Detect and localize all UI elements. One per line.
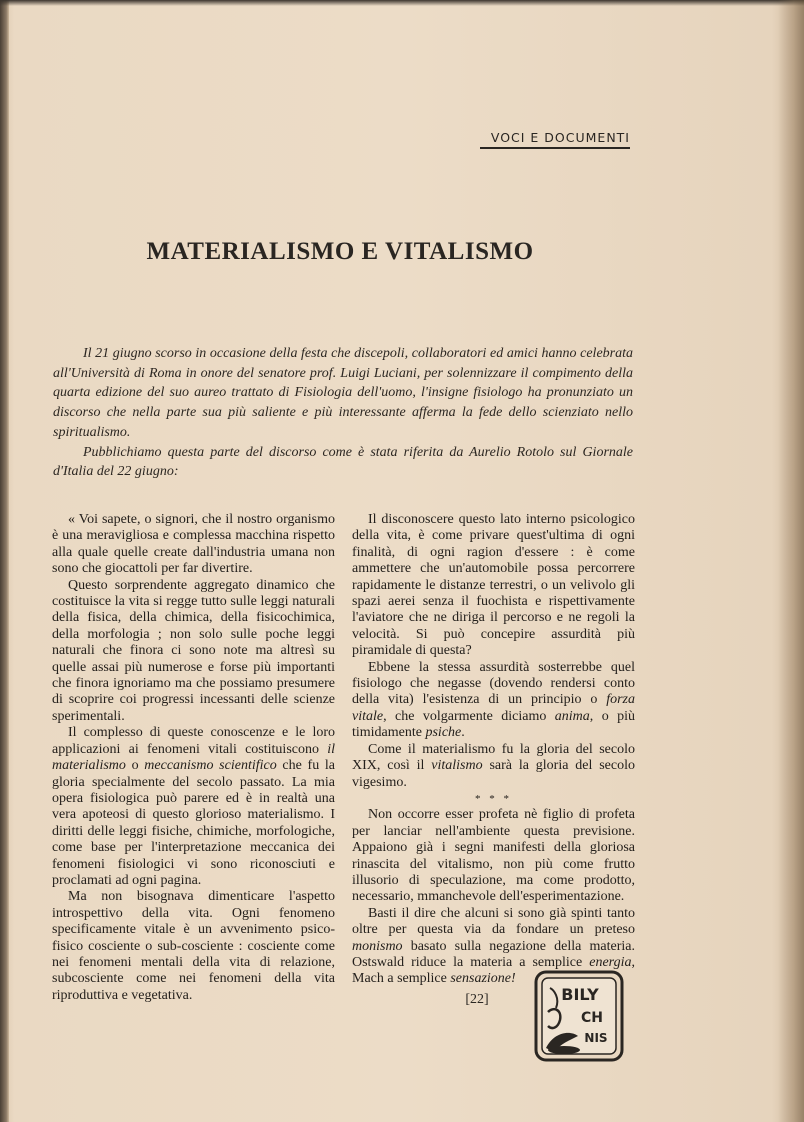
- italic-text-run: anima: [554, 708, 590, 724]
- publisher-logo: [534, 970, 624, 1066]
- text-run: Giornale d'Italia: [53, 444, 633, 480]
- italic-text-run: Pubblichiamo questa parte del discorso come è stata riferita da Aurelio Rotolo sul: [83, 444, 583, 460]
- italic-text-run: , l'insigne fisiologo ha pronunziato un discorso che nella parte sua più saliente e più interessante afferma la fede dello scienziato nello spiritualismo.: [53, 385, 633, 440]
- right-column: [352, 512, 635, 988]
- text-run: Il complesso di queste conoscenze e le loro applicazioni ai fenomeni vitali costituiscono: [52, 725, 335, 757]
- text-run: che fu la gloria specialmente del secolo passato. La mia opera fisiologica può parere ed è in realtà una vera apoteosi di questo glorioso materialismo. I diritti delle leggi fisiche, chimiche, morfologiche, come base per l'interpretazione meccanica dei fenomeni fisiologici vi sono riconosciuti e proclamati ad ogni pagina.: [52, 758, 335, 888]
- italic-text-run: Il 21 giugno scorso in occasione della festa che discepoli, collaboratori ed amici hanno celebrata all'Università di Roma in onore del senatore prof. Luigi Luciani, per solennizzare il compimento della quarta edizione del suo aureo trattato di: [53, 346, 633, 401]
- intro-paragraph: [53, 344, 633, 443]
- left-column: [52, 512, 335, 1004]
- italic-text-run: forza vitale: [352, 692, 635, 724]
- body-paragraph: [52, 725, 335, 889]
- text-run: , che volgarmente diciamo: [383, 708, 555, 724]
- bilychnis-lamp-icon: [534, 970, 624, 1062]
- article-title: MATERIALISMO E VITALISMO: [146, 238, 534, 265]
- intro-block: [53, 344, 633, 482]
- page-number: [22]: [465, 992, 489, 1007]
- text-run: Non occorre esser profeta nè figlio di profeta per lanciar nell'ambiente questa previsione. Appaiono già i segni manifesti della gloriosa rinascita del vitalismo, non più come frutto illusorio di speculazione, ma come prodotto, necessario, mmanchevole dell'esperimentazione.: [352, 807, 635, 905]
- text-run: Basti il dire che alcuni si sono già spinti tanto oltre per questa via da fondare un preteso: [352, 905, 635, 938]
- body-paragraph: [352, 512, 635, 660]
- body-paragraph: [52, 578, 335, 726]
- italic-text-run: monismo: [352, 938, 403, 954]
- italic-text-run: del 22 giugno:: [93, 464, 179, 480]
- italic-text-run: meccanismo scientifico: [144, 758, 277, 774]
- text-run: Ma non bisognava dimenticare l'aspetto introspettivo della vita. Ogni fenomeno specificamente vitale è un avvenimento psico-fisico cosciente o sub-cosciente : cosciente come nei fenomeni mentali della vita di relazione, subcosciente come nei fenomeni della vita riproduttiva e vegetativa.: [52, 889, 335, 1003]
- body-paragraph: [352, 660, 635, 742]
- text-run: Questo sorprendente aggregato dinamico che costituisce la vita si regge tutto sulle leggi naturali della fisica, della chimica, della fisicochimica, della morfologia ; non solo sulle poche leggi naturali che finora ci sono note ma altresì su quelle assai più numerose e forse più importanti che finora ignoriamo ma che possiamo presumere di scoprire coi progressi incessanti delle scienze sperimentali.: [52, 577, 335, 724]
- text-run: , o più timidamente: [352, 708, 636, 741]
- top-edge: [0, 0, 804, 6]
- section-heading: VOCI E DOCUMENTI: [480, 130, 630, 149]
- svg-text:CH: CH: [581, 1010, 603, 1026]
- text-run: basato sulla negazione della materia. Ostswald riduce la materia a semplice: [352, 938, 635, 970]
- italic-text-run: il materialismo: [52, 741, 335, 774]
- text-run: Ebbene la stessa assurdità sosterrebbe quel fisiologo che negasse (dovendo rendersi conto della vita) l'esistenza di un principio o: [352, 659, 635, 708]
- text-run: Fisiologia dell'uomo: [294, 385, 413, 401]
- svg-text:BILY: BILY: [561, 985, 599, 1004]
- page-right-edge: [778, 0, 804, 1122]
- body-paragraph: [52, 889, 335, 1004]
- body-paragraph: [352, 742, 635, 791]
- italic-text-run: sensazione!: [450, 971, 516, 987]
- section-separator: * * *: [475, 792, 512, 805]
- text-run: , Mach a semplice: [352, 954, 635, 987]
- intro-paragraph: [53, 443, 633, 482]
- text-run: sarà la gloria del secolo vigesimo.: [352, 758, 636, 790]
- body-paragraph: [352, 807, 635, 905]
- text-run: Come il materialismo fu la gloria del secolo XIX, così il: [352, 741, 635, 774]
- italic-text-run: psiche: [425, 725, 462, 741]
- binding-edge: [0, 0, 9, 1122]
- text-run: .: [461, 725, 465, 741]
- body-paragraph: [52, 512, 335, 578]
- italic-text-run: vitalismo: [431, 758, 483, 774]
- italic-text-run: energia: [589, 954, 632, 970]
- svg-text:NIS: NIS: [584, 1031, 608, 1045]
- text-run: Il disconoscere questo lato interno psicologico della vita, è come privare quest'ultima di ogni finalità, di ogni ragion d'essere : è come ammettere che un'automobile possa percorrere rapidamente le distanze terrestri, o un velivolo gli spazi aerei senza il fuochista e rispettivamente l'aviatore che ne diriga il percorso e ne regoli la velocità. Si può concepire assurdità più piramidale di questa?: [352, 512, 635, 659]
- text-run: « Voi sapete, o signori, che il nostro organismo è una meravigliosa e complessa macchina rispetto alla quale quelle create dall'industria umana non sono che giocattoli per far divertire.: [52, 512, 335, 577]
- text-run: o: [125, 758, 145, 774]
